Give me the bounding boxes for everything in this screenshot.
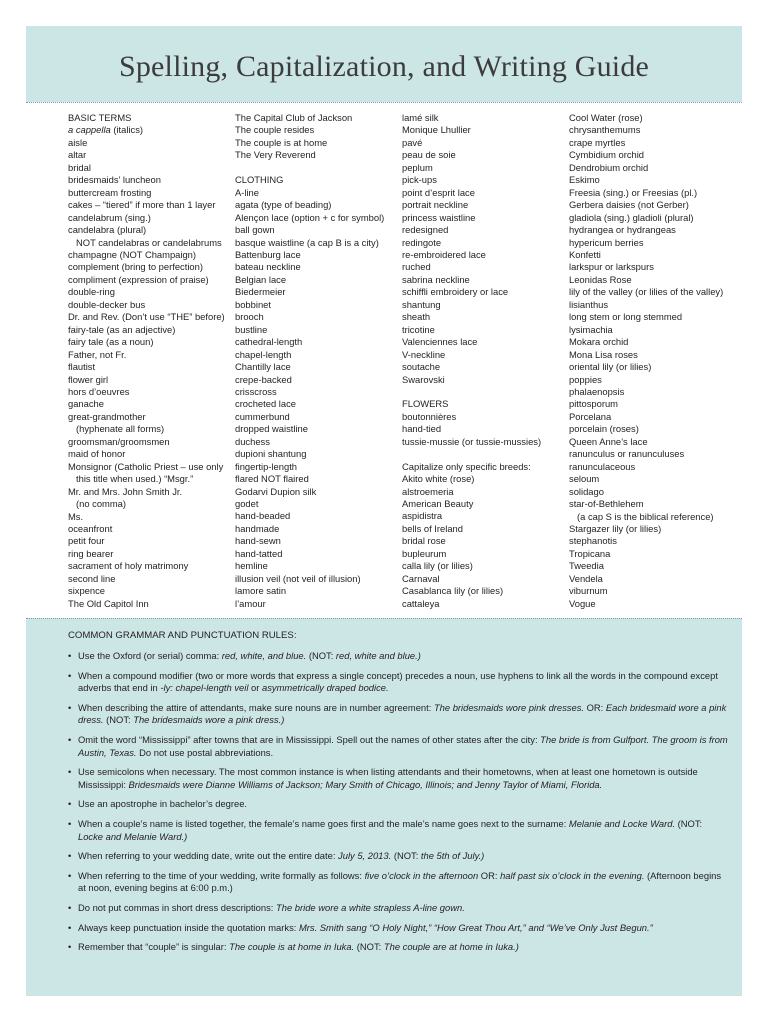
term-entry: Freesia (sing.) or Freesias (pl.) — [569, 186, 698, 198]
term-entry: great-grandmother — [68, 410, 146, 422]
term-entry: hors d’oeuvres — [68, 385, 130, 397]
term-entry: altar — [68, 149, 87, 161]
rule-text: Do not use postal abbreviations. — [136, 746, 274, 758]
rule-item — [68, 702, 728, 727]
rule-text: (Afternoon begins at noon, evening begins at 6:00 p.m.) — [78, 869, 722, 894]
term-entry: tussie-mussie (or tussie-mussies) — [402, 435, 542, 447]
term-entry: redingote — [402, 236, 442, 248]
rule-text: (NOT: — [391, 850, 421, 862]
rule-text: Use semicolons when necessary. The most common instance is when listing attendants and their hometowns, when at least one hometown is outside Mississippi: — [78, 766, 698, 790]
term-entry: illusion veil (not veil of illusion) — [235, 572, 361, 584]
document-page — [26, 26, 742, 996]
term-entry: FLOWERS — [402, 398, 449, 410]
term-column-2 — [235, 112, 384, 610]
rule-item — [68, 766, 728, 791]
term-entry: flautist — [68, 361, 96, 373]
term-entry: lily of the valley (or lilies of the valley) — [569, 286, 724, 298]
term-entry: compliment (expression of praise) — [68, 273, 209, 285]
rule-example: half past six o’clock in the evening. — [500, 869, 645, 881]
term-entry: stephanotis — [569, 535, 617, 547]
rule-item — [68, 922, 728, 935]
rule-item — [68, 941, 728, 954]
term-entry: bells of Ireland — [402, 522, 463, 534]
term-entry: viburnum — [569, 585, 608, 597]
term-entry: A-line — [235, 186, 259, 198]
term-column-3 — [402, 112, 541, 610]
rule-text: OR: — [478, 869, 501, 881]
term-entry: Monsignor (Catholic Priest – use only — [68, 460, 224, 472]
term-entry: sheath — [402, 311, 431, 323]
rule-text: Use the Oxford (or serial) comma: — [78, 650, 222, 661]
term-entry: ranunculaceous — [569, 460, 636, 472]
term-entry: Vogue — [569, 597, 596, 609]
spacer — [402, 448, 541, 460]
term-column-1 — [68, 112, 225, 610]
term-entry: buttercream frosting — [68, 186, 152, 198]
term-entry: Stargazer lily (or lilies) — [569, 522, 662, 534]
term-entry: seloum — [569, 473, 600, 485]
rule-item — [68, 902, 728, 915]
term-entry: fingertip-length — [235, 460, 298, 472]
term-entry: ball gown — [235, 224, 275, 236]
bullet: • — [68, 869, 72, 881]
term-entry: lamé silk — [402, 112, 439, 123]
term-entry: petit four — [68, 535, 105, 547]
rule-text: When a compound modifier (two or more words that express a single concept) precedes a noun, use hyphens to link all the words in the compound except adverbs that end in — [78, 669, 718, 694]
term-entry: pick-ups — [402, 174, 437, 186]
term-entry: candelabra (plural) — [68, 224, 147, 236]
term-entry: long stem or long stemmed — [569, 311, 683, 323]
term-entry: fairy tale (as a noun) — [68, 336, 154, 348]
term-entry: bridal rose — [402, 535, 446, 547]
term-entry: peau de soie — [402, 149, 456, 161]
rules-heading: COMMON GRAMMAR AND PUNCTUATION RULES: — [68, 630, 297, 641]
term-entry: solidago — [569, 485, 604, 497]
term-entry: cathedral-length — [235, 336, 303, 348]
rule-item — [68, 670, 728, 695]
rule-example: Locke and Melanie Ward.) — [78, 830, 188, 842]
term-entry: Eskimo — [569, 174, 600, 186]
term-entry: American Beauty — [402, 498, 474, 510]
term-entry: crape myrtles — [569, 136, 626, 148]
term-entry: oceanfront — [68, 522, 113, 534]
rule-example: the 5th of July.) — [420, 850, 485, 862]
term-entry: Capitalize only specific breeds: — [402, 460, 531, 472]
rule-text: (NOT: — [354, 941, 384, 953]
rule-text: OR: — [584, 701, 606, 713]
bullet: • — [68, 701, 72, 713]
term-entry: Battenburg lace — [235, 248, 301, 260]
term-entry: l’amour — [235, 597, 266, 609]
term-entry: pavé — [402, 136, 423, 148]
rule-text: Do not put commas in short dress descriptions: — [78, 901, 277, 913]
term-entry: flower girl — [68, 373, 109, 385]
term-entry: Queen Anne’s lace — [569, 435, 648, 447]
term-entry: BASIC TERMS — [68, 112, 132, 123]
term-entry: point d’esprit lace — [402, 186, 475, 198]
rule-text: When referring to your wedding date, write out the entire date: — [78, 850, 339, 862]
term-entry: oriental lily (or lilies) — [569, 361, 652, 373]
term-entry: Mona Lisa roses — [569, 348, 638, 360]
rule-text: Always keep punctuation inside the quotation marks: — [78, 921, 299, 933]
rule-example: Bridesmaids were Dianne Williams of Jackson; Mary Smith of Chicago, Illinois; and Jenny Taylor of Miami, Florida. — [128, 778, 603, 790]
term-entry: basque waistline (a cap B is a city) — [235, 236, 379, 248]
rule-item — [68, 870, 728, 895]
term-entry: Casablanca lily (or lilies) — [402, 585, 504, 597]
rule-example: Melanie and Locke Ward. — [568, 817, 676, 829]
spacer — [402, 386, 541, 398]
bullet: • — [68, 817, 72, 829]
rule-item — [68, 650, 728, 663]
term-entry: peplum — [402, 161, 433, 173]
term-entry: dropped waistline — [235, 423, 308, 435]
rule-text: When describing the attire of attendants, make sure nouns are in number agreement: — [78, 701, 434, 713]
term-entry: hand-beaded — [235, 510, 291, 522]
term-entry: (a cap S is the biblical reference) — [577, 510, 714, 522]
rule-item — [68, 818, 728, 843]
term-entry: The Old Capitol Inn — [68, 597, 149, 609]
term-entry: Cymbidium orchid — [569, 149, 645, 161]
term-entry: chrysanthemums — [569, 124, 641, 136]
term-entry: maid of honor — [68, 448, 126, 460]
rule-example: five o’clock in the afternoon — [364, 869, 479, 881]
term-entry: Monique Lhullier — [402, 124, 471, 136]
rule-text: When a couple’s name is listed together, the female’s name goes first and the male’s name goes next to the surname: — [78, 817, 569, 829]
term-entry: second line — [68, 572, 116, 584]
term-entry: bobbinet — [235, 298, 271, 310]
rule-text: Use an apostrophe in bachelor’s degree. — [78, 798, 248, 810]
term-entry: double-decker bus — [68, 298, 146, 310]
term-entry: bustline — [235, 323, 268, 335]
term-entry: lysimachia — [569, 323, 613, 335]
term-entry: redesigned — [402, 224, 449, 236]
term-entry: agata (type of beading) — [235, 199, 332, 211]
rule-example: The bride wore a white strapless A-line gown. — [276, 901, 465, 913]
term-entry: bateau neckline — [235, 261, 301, 273]
term-entry: Father, not Fr. — [68, 348, 127, 360]
term-entry: soutache — [402, 361, 441, 373]
term-entry: schiffli embroidery or lace — [402, 286, 509, 298]
term-entry: The couple is at home — [235, 136, 328, 148]
term-entry: Konfetti — [569, 248, 601, 260]
term-entry: Tropicana — [569, 547, 611, 559]
term-entry: complement (bring to perfection) — [68, 261, 203, 273]
term-entry: portrait neckline — [402, 199, 469, 211]
term-entry: hemline — [235, 560, 268, 572]
term-entry: dupioni shantung — [235, 448, 307, 460]
rule-example: The couple is at home in Iuka. — [229, 941, 355, 953]
term-entry: (no comma) — [76, 498, 127, 510]
term-entry: Vendela — [569, 572, 603, 584]
rule-text: Remember that “couple” is singular: — [78, 941, 230, 953]
term-entry: sabrina neckline — [402, 273, 470, 285]
bullet: • — [68, 941, 72, 953]
term-entry: re-embroidered lace — [402, 248, 486, 260]
term-entry: champagne (NOT Champaign) — [68, 248, 197, 260]
term-entry: CLOTHING — [235, 174, 284, 186]
term-entry: The couple resides — [235, 124, 315, 136]
term-entry: Tweedia — [569, 560, 604, 572]
term-entry: Biedermeier — [235, 286, 286, 298]
term-entry: calla lily (or lilies) — [402, 560, 473, 572]
term-entry: boutonnières — [402, 410, 457, 422]
term-entry: a cappella (italics) — [68, 124, 144, 136]
term-entry: Porcelana — [569, 410, 612, 422]
term-entry: hydrangea or hydrangeas — [569, 224, 676, 236]
term-entry: chapel-length — [235, 348, 292, 360]
bullet: • — [68, 798, 72, 810]
term-entry: phalaenopsis — [569, 385, 625, 397]
term-entry: Leonidas Rose — [569, 273, 632, 285]
term-entry: crisscross — [235, 385, 277, 397]
term-entry: double-ring — [68, 286, 115, 298]
term-entry: Godarvi Dupion silk — [235, 485, 317, 497]
page-title: Spelling, Capitalization, and Writing Guide — [118, 50, 650, 83]
term-entry: Chantilly lace — [235, 361, 291, 373]
term-entry: ganache — [68, 398, 104, 410]
term-entry: star-of-Bethlehem — [569, 498, 644, 510]
term-entry: handmade — [235, 522, 280, 534]
spacer — [235, 162, 384, 174]
rule-text: (NOT: — [675, 817, 703, 829]
rules-list — [68, 650, 728, 954]
term-entry: duchess — [235, 435, 270, 447]
term-entry: lisianthus — [569, 298, 609, 310]
term-column-4 — [569, 112, 723, 610]
rule-example: red, white and blue.) — [335, 650, 421, 661]
term-entry: ring bearer — [68, 547, 114, 559]
term-entry: shantung — [402, 298, 441, 310]
divider — [26, 618, 742, 619]
term-entry: NOT candelabras or candelabrums — [76, 236, 222, 248]
bullet: • — [68, 901, 72, 913]
rule-text: or — [248, 682, 262, 694]
term-entry: princess waistline — [402, 211, 476, 223]
term-entry: hand-sewn — [235, 535, 281, 547]
bullet: • — [68, 650, 72, 661]
rule-text: (NOT: — [306, 650, 336, 661]
term-entry: Mr. and Mrs. John Smith Jr. — [68, 485, 183, 497]
term-entry: The Capital Club of Jackson — [235, 112, 353, 123]
rule-example: The bridesmaids wore pink dresses. — [433, 701, 585, 713]
term-entry: larkspur or larkspurs — [569, 261, 654, 273]
term-entry: sixpence — [68, 585, 106, 597]
term-entry: Dr. and Rev. (Don’t use “THE” before) — [68, 311, 225, 323]
rule-text: When referring to the time of your wedding, write formally as follows: — [78, 869, 365, 881]
bullet: • — [68, 921, 72, 933]
term-entry: bridesmaids’ luncheon — [68, 174, 161, 186]
term-entry: Belgian lace — [235, 273, 287, 285]
rule-item — [68, 798, 728, 811]
term-entry: (hyphenate all forms) — [76, 423, 165, 435]
term-entry: Carnaval — [402, 572, 440, 584]
term-entry: ruched — [402, 261, 431, 273]
term-entry: aspidistra — [402, 510, 443, 522]
rule-example: red, white, and blue. — [221, 650, 307, 661]
rule-example: Mrs. Smith sang “O Holy Night,” “How Great Thou Art,” and “We’ve Only Just Begun.” — [298, 921, 653, 933]
grammar-rules-section — [68, 630, 728, 961]
bullet: • — [68, 850, 72, 862]
term-entry: Alençon lace (option + c for symbol) — [235, 211, 385, 223]
term-entry: alstroemeria — [402, 485, 454, 497]
term-entry: groomsman/groomsmen — [68, 435, 170, 447]
rule-text: Omit the word “Mississippi” after towns that are in Mississippi. Spell out the names of other states after the city: — [78, 733, 541, 745]
rule-example: July 5, 2013. — [338, 850, 392, 862]
term-entry: crepe-backed — [235, 373, 292, 385]
rule-item — [68, 850, 728, 863]
term-entry: hand-tied — [402, 423, 442, 435]
term-entry: crocheted lace — [235, 398, 296, 410]
rule-example: The bride is from Gulfport. The groom is from Austin, Texas. — [78, 733, 728, 758]
term-entry: porcelain (roses) — [569, 423, 639, 435]
rule-item — [68, 734, 728, 759]
rule-example: -ly: chapel-length veil — [160, 682, 249, 694]
divider — [26, 102, 742, 103]
term-entry: Dendrobium orchid — [569, 161, 649, 173]
term-entry: Valenciennes lace — [402, 336, 478, 348]
term-entry: bridal — [68, 161, 91, 173]
term-entry: bupleurum — [402, 547, 447, 559]
term-entry: tricotine — [402, 323, 435, 335]
bullet: • — [68, 766, 72, 778]
term-entry: Gerbera daisies (not Gerber) — [569, 199, 689, 211]
term-entry: sacrament of holy matrimony — [68, 560, 189, 572]
term-entry: cakes – “tiered” if more than 1 layer — [68, 199, 216, 211]
term-entry: The Very Reverend — [235, 149, 316, 161]
term-entry: pittosporum — [569, 398, 618, 410]
term-entry: gladiola (sing.) gladioli (plural) — [569, 211, 694, 223]
term-entry: hand-tatted — [235, 547, 283, 559]
term-entry: Cool Water (rose) — [569, 112, 643, 123]
term-entry: V-neckline — [402, 348, 446, 360]
term-entry: aisle — [68, 136, 88, 148]
term-entry: fairy-tale (as an adjective) — [68, 323, 176, 335]
bullet: • — [68, 669, 72, 681]
rule-example: Each bridesmaid wore a pink dress. — [78, 701, 727, 726]
term-entry: cummerbund — [235, 410, 290, 422]
term-entry: Mokara orchid — [569, 336, 629, 348]
term-entry: candelabrum (sing.) — [68, 211, 151, 223]
rule-example: The bridesmaids wore a pink dress.) — [133, 714, 285, 726]
term-entry: brooch — [235, 311, 264, 323]
bullet: • — [68, 733, 72, 745]
term-entry: godet — [235, 498, 259, 510]
rule-example: asymmetrically draped bodice. — [261, 682, 389, 694]
term-entry: lamore satin — [235, 585, 287, 597]
term-entry: poppies — [569, 373, 602, 385]
term-entry: flared NOT flaired — [235, 473, 309, 485]
term-entry: hypericum berries — [569, 236, 644, 248]
term-entry: Akito white (rose) — [402, 473, 475, 485]
rule-text: (NOT: — [103, 714, 134, 726]
term-entry: Swarovski — [402, 373, 445, 385]
term-entry: ranunculus or ranunculuses — [569, 448, 685, 460]
term-entry: cattaleya — [402, 597, 440, 609]
rule-example: The couple are at home in Iuka.) — [383, 941, 519, 953]
term-entry: Ms. — [68, 510, 84, 522]
term-entry: this title when used.) “Msgr.” — [76, 473, 194, 485]
